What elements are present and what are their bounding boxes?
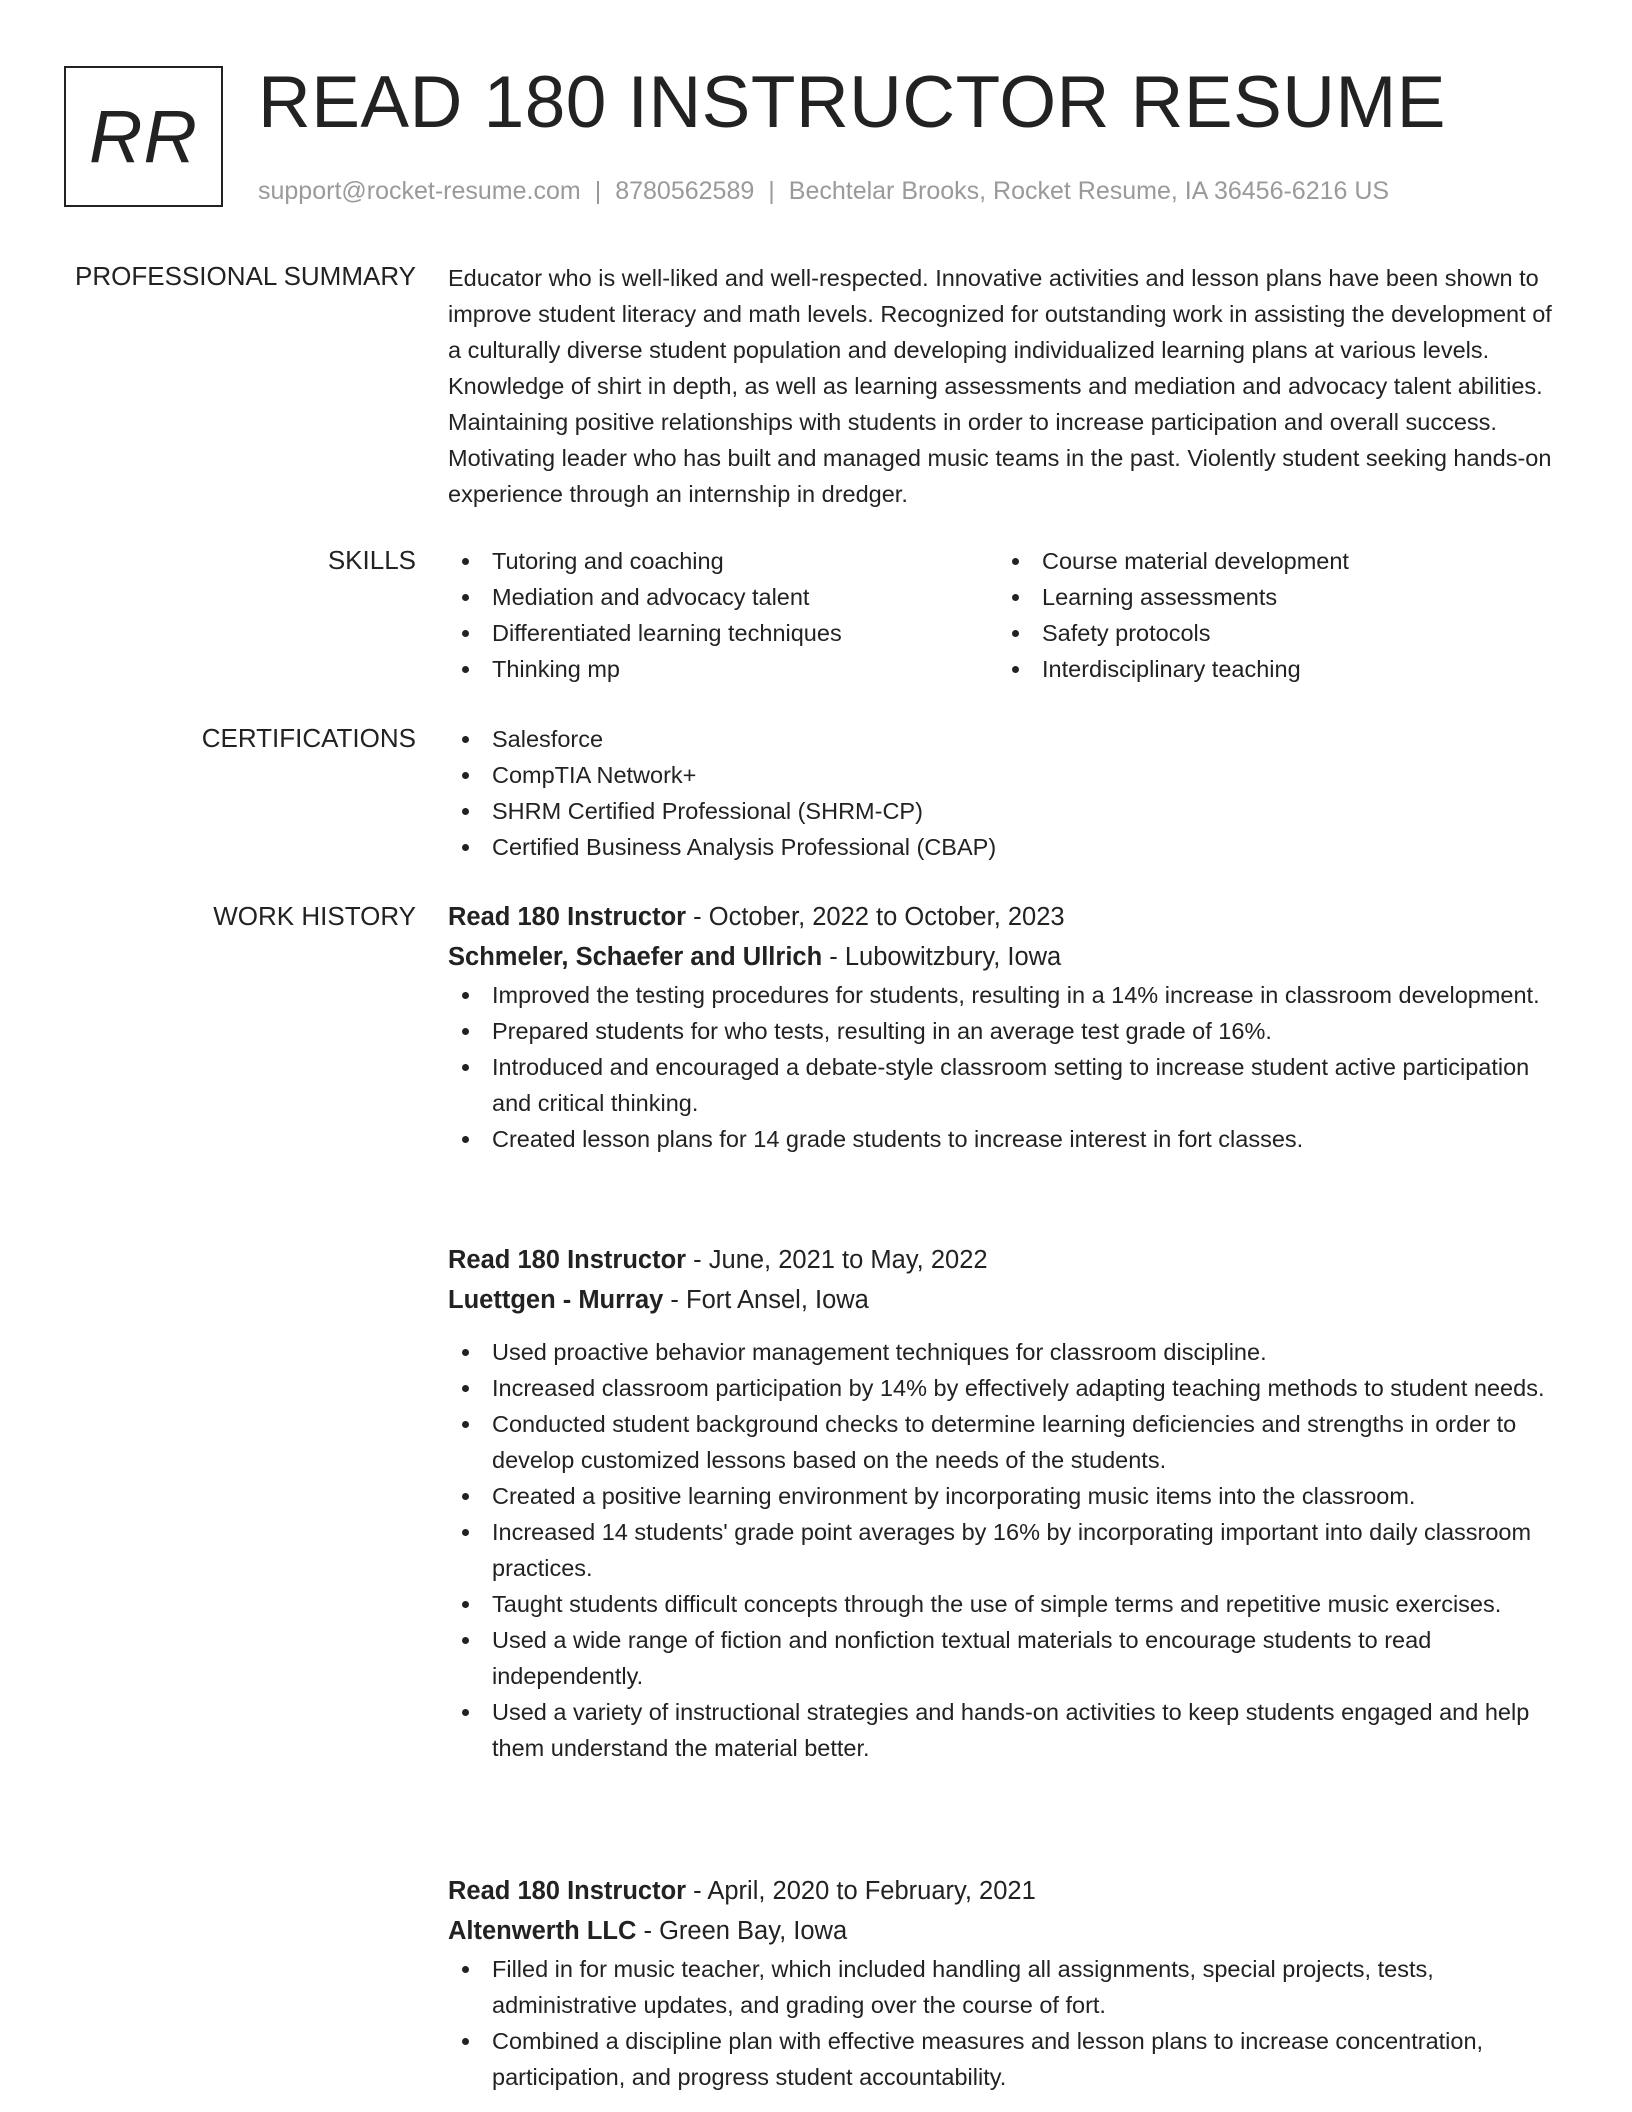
monogram-initials: RR <box>89 95 198 178</box>
skills-label: SKILLS <box>327 545 416 575</box>
certifications-body <box>448 721 1568 865</box>
contact-line <box>258 175 1389 207</box>
skill-item: Interdisciplinary teaching <box>998 651 1548 687</box>
skill-item: Mediation and advocacy talent <box>448 579 998 615</box>
skills-grid <box>448 543 1568 687</box>
monogram-logo <box>64 66 223 207</box>
job-dash: - <box>686 1877 708 1905</box>
work-history-label: WORK HISTORY <box>213 901 416 931</box>
job-location: Green Bay, Iowa <box>659 1917 848 1945</box>
job-duty-item: Used proactive behavior management techniques for classroom discipline. <box>448 1334 1568 1370</box>
job-company-line <box>448 1911 1568 1951</box>
certification-item: CompTIA Network+ <box>448 757 1568 793</box>
job-location: Lubowitzbury, Iowa <box>844 943 1062 971</box>
job-body <box>448 1240 1568 1766</box>
job-duty-item: Filled in for music teacher, which included handling all assignments, special projects, tests, administrative updates, and grading over the course of fort. <box>448 1951 1568 2023</box>
job-duty-item: Taught students difficult concepts through the use of simple terms and repetitive music exercises. <box>448 1586 1568 1622</box>
job-title: Read 180 Instructor <box>448 903 687 931</box>
skills-list-left <box>448 543 998 687</box>
job-title: Read 180 Instructor <box>448 1246 687 1274</box>
job-dash: - <box>636 1917 660 1945</box>
job-dates: April, 2020 to February, 2021 <box>707 1877 1036 1905</box>
contact-separator: | <box>768 177 775 205</box>
certification-item: Salesforce <box>448 721 1568 757</box>
contact-address: Bechtelar Brooks, Rocket Resume, IA 36456-6216 US <box>788 177 1390 205</box>
job-title-line <box>448 897 1568 937</box>
certification-item: Certified Business Analysis Professional (CBAP) <box>448 829 1568 865</box>
certifications-list <box>448 721 1568 865</box>
job-dash: - <box>686 1246 709 1274</box>
job-company: Altenwerth LLC <box>448 1917 637 1945</box>
skill-item: Tutoring and coaching <box>448 543 998 579</box>
job-dates: October, 2022 to October, 2023 <box>708 903 1065 931</box>
skill-item: Course material development <box>998 543 1548 579</box>
job-duty-item: Increased 14 students' grade point averages by 16% by incorporating important into daily classroom practices. <box>448 1514 1568 1586</box>
resume-title: READ 180 INSTRUCTOR RESUME <box>258 62 1446 143</box>
job-title: Read 180 Instructor <box>448 1877 687 1905</box>
skill-item: Thinking mp <box>448 651 998 687</box>
certifications-label: CERTIFICATIONS <box>201 723 416 753</box>
job-duty-item: Combined a discipline plan with effective measures and lesson plans to increase concentration, participation, and progress student accountability. <box>448 2023 1568 2095</box>
contact-separator: | <box>594 177 602 205</box>
skill-item: Safety protocols <box>998 615 1548 651</box>
job-duty-item: Increased classroom participation by 14% by effectively adapting teaching methods to student needs. <box>448 1370 1568 1406</box>
job-duties-list <box>448 1951 1568 2095</box>
contact-phone[interactable]: 8780562589 <box>615 177 755 205</box>
job-duties-list <box>448 977 1568 1157</box>
skill-item: Differentiated learning techniques <box>448 615 998 651</box>
summary-body <box>448 260 1568 512</box>
skills-list-right <box>998 543 1548 687</box>
skill-item: Learning assessments <box>998 579 1548 615</box>
job-body <box>448 897 1568 1157</box>
job-duty-item: Improved the testing procedures for students, resulting in a 14% increase in classroom development. <box>448 977 1568 1013</box>
job-company-line <box>448 1280 1568 1320</box>
job-dash: - <box>822 943 845 971</box>
job-dash: - <box>663 1286 687 1314</box>
job-title-line <box>448 1240 1568 1280</box>
skills-body <box>448 543 1568 687</box>
job-location: Fort Ansel, Iowa <box>686 1286 869 1314</box>
job-company: Luettgen - Murray <box>448 1286 664 1314</box>
job-duty-item: Prepared students for who tests, resulting in an average test grade of 16%. <box>448 1013 1568 1049</box>
job-dash: - <box>686 903 709 931</box>
job-duty-item: Used a variety of instructional strategies and hands-on activities to keep students engaged and help them understand the material better. <box>448 1694 1568 1766</box>
job-duty-item: Conducted student background checks to determine learning deficiencies and strengths in order to develop customized lessons based on the needs of the students. <box>448 1406 1568 1478</box>
job-duties-list <box>448 1334 1568 1766</box>
summary-text: Educator who is well-liked and well-respected. Innovative activities and lesson plans have been shown to improve student literacy and math levels. Recognized for outstanding work in assisting the development of a culturally diverse student population and developing individualized learning plans at various levels. Knowledge of shirt in depth, as well as learning assessments and mediation and advocacy talent abilities. Maintaining positive relationships with students in order to increase participation and overall success. Motivating leader who has built and managed music teams in the past. Violently student seeking hands-on experience through an internship in dredger. <box>448 265 1552 507</box>
certification-item: SHRM Certified Professional (SHRM-CP) <box>448 793 1568 829</box>
summary-label: PROFESSIONAL SUMMARY <box>75 261 416 291</box>
job-company-line <box>448 937 1568 977</box>
job-dates: June, 2021 to May, 2022 <box>708 1246 988 1274</box>
job-company: Schmeler, Schaefer and Ullrich <box>448 943 823 971</box>
job-duty-item: Created lesson plans for 14 grade students to increase interest in fort classes. <box>448 1121 1568 1157</box>
job-duty-item: Used a wide range of fiction and nonfiction textual materials to encourage students to read independently. <box>448 1622 1568 1694</box>
job-title-line <box>448 1871 1568 1911</box>
contact-email[interactable]: support@rocket-resume.com <box>258 177 581 205</box>
job-duty-item: Created a positive learning environment by incorporating music items into the classroom. <box>448 1478 1568 1514</box>
job-duty-item: Introduced and encouraged a debate-style classroom setting to increase student active participation and critical thinking. <box>448 1049 1568 1121</box>
job-body <box>448 1871 1568 2095</box>
